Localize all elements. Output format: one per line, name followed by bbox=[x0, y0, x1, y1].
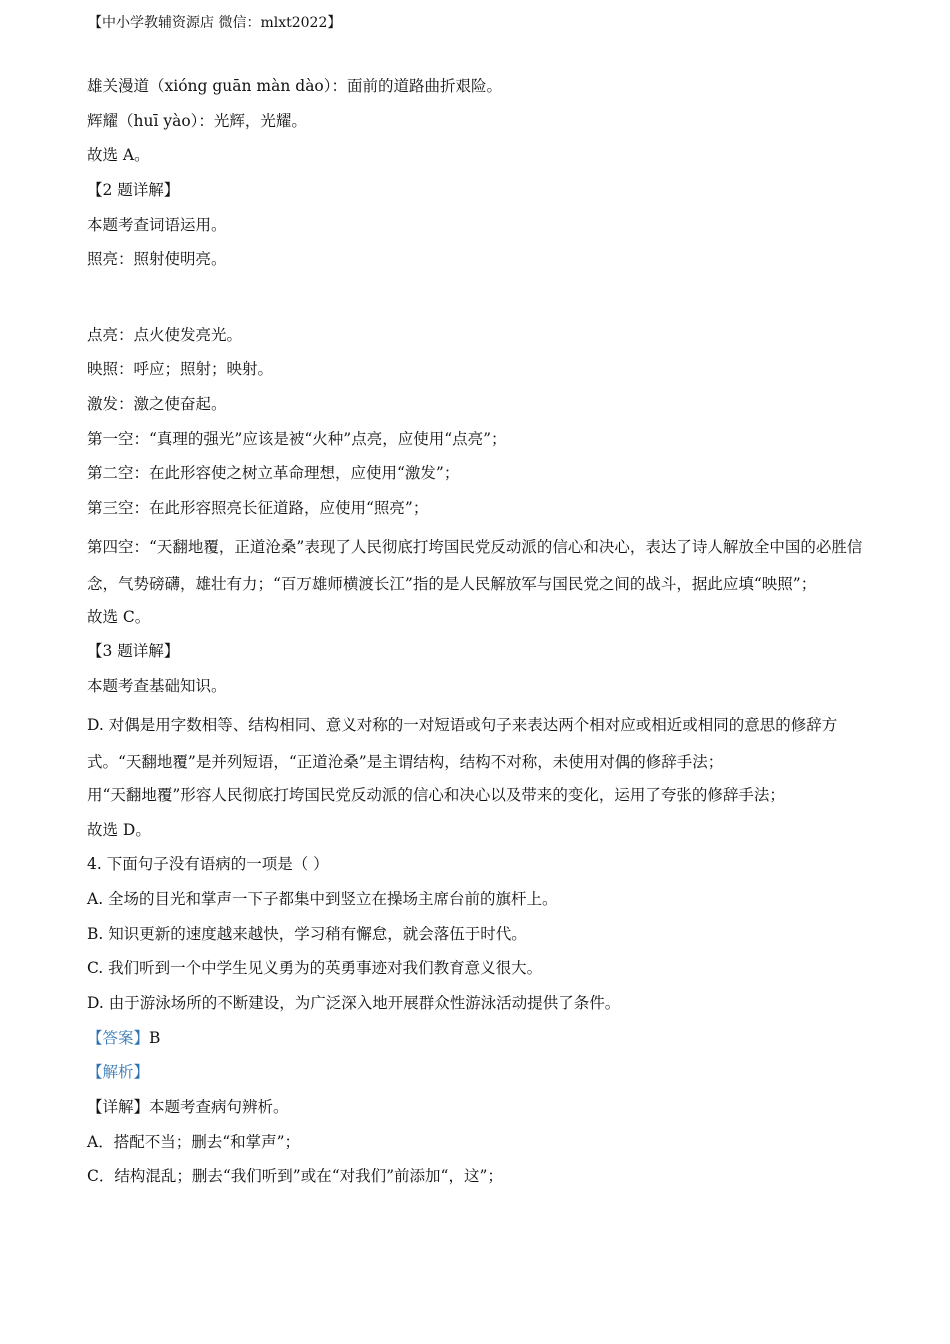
blank-gap bbox=[87, 280, 877, 321]
text-line: A．搭配不当；删去“和掌声”； bbox=[87, 1132, 301, 1151]
text-line: 故选 D。 bbox=[87, 820, 151, 839]
text-line: 激发：激之使奋起。 bbox=[87, 395, 227, 413]
text-line: 点亮：点火使发亮光。 bbox=[87, 325, 243, 344]
text-line: 用“天翻地覆”形容人民彻底打垮国民党反动派的信心和决心以及带来的变化，运用了夸张的修辞手法； bbox=[87, 785, 785, 804]
page-header-watermark: 【中小学教辅资源店 微信：mlxt2022】 bbox=[88, 15, 342, 31]
answer-label: 【答案】 bbox=[87, 1028, 150, 1047]
text-line: 第二空：在此形容使之树立革命理想，应使用“激发”； bbox=[87, 464, 460, 483]
text-line: 【详解】本题考查病句辨析。 bbox=[87, 1098, 289, 1116]
text-line: 第三空：在此形容照亮长征道路，应使用“照亮”； bbox=[87, 499, 429, 518]
section-heading: 【3 题详解】 bbox=[87, 642, 180, 661]
text-paragraph: D. 对偶是用字数相等、结构相同、意义对称的一对短语或句子来表达两个相对应或相近或相同的意思的修辞方式。“天翻地覆”是并列短语，“正道沧桑”是主谓结构，结构不对称，未使用对偶的修辞手法； bbox=[87, 715, 838, 771]
text-paragraph: 第四空：“天翻地覆，正道沧桑”表现了人民彻底打垮国民党反动派的信心和决心，表达了诗人解放全中国的必胜信念，气势磅礴，雄壮有力；“百万雄师横渡长江”指的是人民解放军与国民党之间的战斗，据此应填“映照”； bbox=[87, 537, 863, 593]
document-body bbox=[87, 72, 877, 1197]
text-line: 辉耀（huī yào）：光辉，光耀。 bbox=[87, 111, 307, 130]
text-line: 本题考查词语运用。 bbox=[87, 215, 227, 234]
text-line: 映照：呼应；照射；映射。 bbox=[87, 360, 274, 379]
text-line: 雄关漫道（xióng guān màn dào）：面前的道路曲折艰险。 bbox=[87, 77, 503, 95]
option-c: C. 我们听到一个中学生见义勇为的英勇事迹对我们教育意义很大。 bbox=[87, 959, 543, 978]
option-d: D. 由于游泳场所的不断建设，为广泛深入地开展群众性游泳活动提供了条件。 bbox=[87, 993, 621, 1012]
text-line: C．结构混乱；删去“我们听到”或在“对我们”前添加“，这”； bbox=[87, 1167, 503, 1186]
question-stem: 4. 下面句子没有语病的一项是（ ） bbox=[87, 855, 329, 874]
analysis-label: 【解析】 bbox=[87, 1063, 150, 1082]
answer-line bbox=[87, 1024, 877, 1059]
text-line: 照亮：照射使明亮。 bbox=[87, 250, 227, 269]
text-line: 故选 A。 bbox=[87, 146, 150, 165]
option-b: B. 知识更新的速度越来越快，学习稍有懈怠，就会落伍于时代。 bbox=[87, 924, 527, 943]
text-line: 第一空：“真理的强光”应该是被“火种”点亮，应使用“点亮”； bbox=[87, 429, 507, 448]
section-heading: 【2 题详解】 bbox=[87, 181, 180, 200]
answer-value: B bbox=[149, 1028, 161, 1047]
option-a: A. 全场的目光和掌声一下子都集中到竖立在操场主席台前的旗杆上。 bbox=[87, 889, 558, 908]
text-line: 本题考查基础知识。 bbox=[87, 677, 227, 696]
text-line: 故选 C。 bbox=[87, 607, 151, 626]
